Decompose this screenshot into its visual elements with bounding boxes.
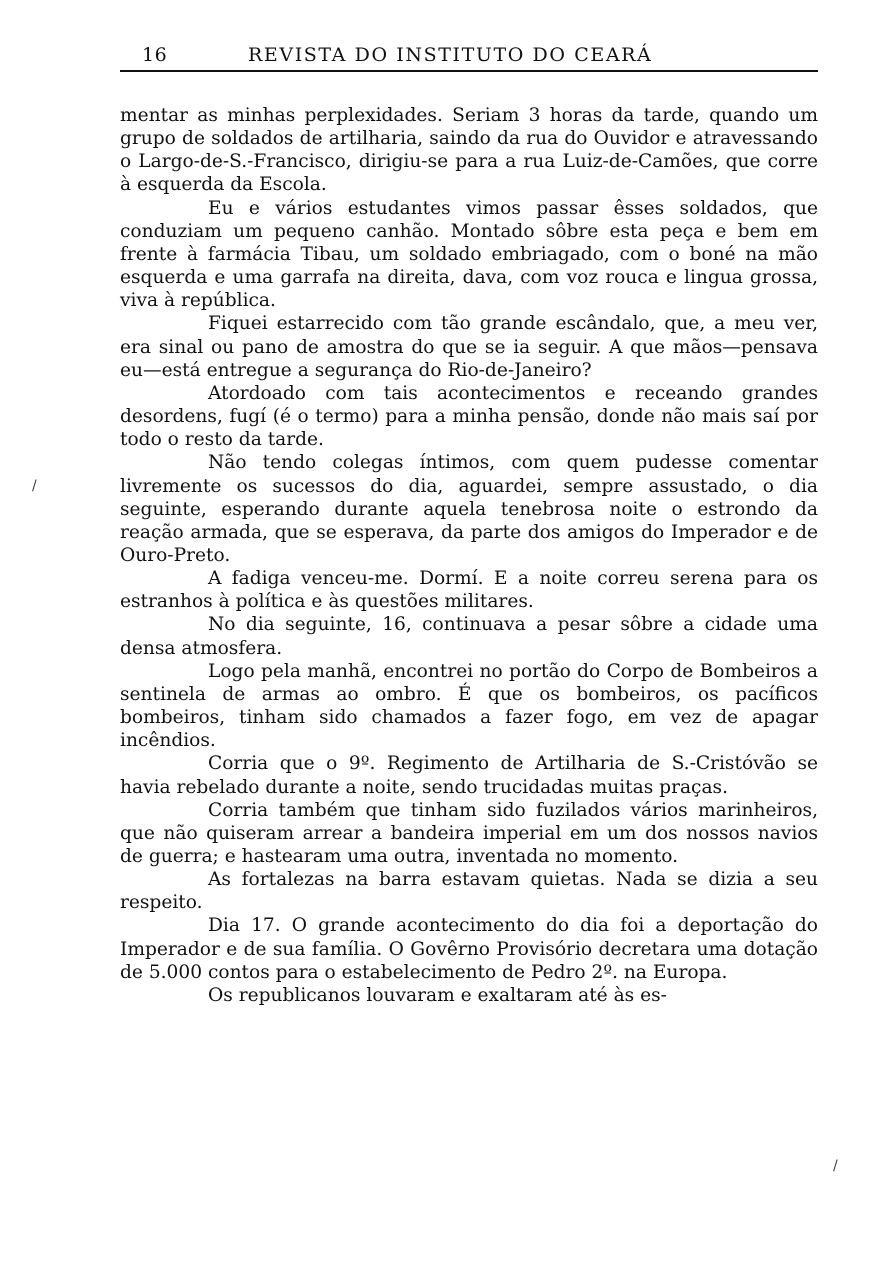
margin-mark: /	[32, 478, 37, 494]
page-number: 16	[142, 44, 168, 66]
paragraph: Os republicanos louvaram e exaltaram até às es-	[208, 984, 667, 1006]
paragraph: mentar as minhas perplexidades. Seriam 3 horas da tarde, quando um grupo de soldados de artilharia, saindo da rua do Ouvidor e atravessando o Largo-de-S.-Francisco, dirigiu-se para a rua Luiz-de-Camões, que corre à esquerda da Escola.	[120, 105, 818, 196]
paragraph: Corria que o 9º. Regimento de Artilharia de S.-Cristóvão se havia rebelado durante a noite, sendo trucidadas muitas praças.	[120, 753, 818, 798]
paragraph: Fiquei estarrecido com tão grande escândalo, que, a meu ver, era sinal ou pano de amostra do que se ia seguir. A que mãos—pensava eu—está entregue a segurança do Rio-de-Janeiro?	[120, 313, 818, 381]
paragraph: A fadiga venceu-me. Dormí. E a noite correu serena para os estranhos à política e às questões militares.	[120, 568, 818, 613]
paragraph: Corria também que tinham sido fuzilados vários marinheiros, que não quiseram arrear a bandeira imperial em um dos nossos navios de guerra; e hastearam uma outra, inventada no momento.	[120, 799, 818, 867]
paragraph: Logo pela manhã, encontrei no portão do Corpo de Bombeiros a sentinela de armas ao ombro. É que os bombeiros, os pacíficos bombeiros, tinham sido chamados a fazer fogo, em vez de apagar incêndios.	[120, 660, 818, 752]
paragraph: Atordoado com tais acontecimentos e receando grandes desordens, fugí (é o termo) para a minha pensão, donde não mais saí por todo o resto da tarde.	[120, 382, 818, 451]
paragraph: No dia seguinte, 16, continuava a pesar sôbre a cidade uma densa atmosfera.	[120, 614, 818, 659]
paragraph: Dia 17. O grande acontecimento do dia foi a deportação do Imperador e de sua família. O Govêrno Provisório decretara uma dotação de 5.000 contos para o estabelecimento de Pedro 2º. na Europa.	[120, 915, 818, 983]
paragraph: As fortalezas na barra estavam quietas. Nada se dizia a seu respeito.	[120, 869, 818, 914]
page-header	[120, 40, 818, 72]
running-head: REVISTA DO INSTITUTO DO CEARÁ	[248, 44, 653, 66]
body-text	[120, 104, 818, 1007]
paragraph: Eu e vários estudantes vimos passar êsses soldados, que conduziam um pequeno canhão. Montado sôbre esta peça e bem em frente à farmácia Tibau, um soldado embriagado, com o boné na mão esquerda e uma garrafa na direita, dava, com voz rouca e lingua grossa, viva à república.	[120, 197, 818, 312]
margin-mark: /	[833, 1158, 838, 1174]
paragraph: Não tendo colegas íntimos, com quem pudesse comentar livremente os sucessos do dia, aguardei, sempre assustado, o dia seguinte, esperando durante aquela tenebrosa noite o estrondo da reação armada, que se esperava, da parte dos amigos do Imperador e de Ouro-Preto.	[120, 452, 818, 566]
